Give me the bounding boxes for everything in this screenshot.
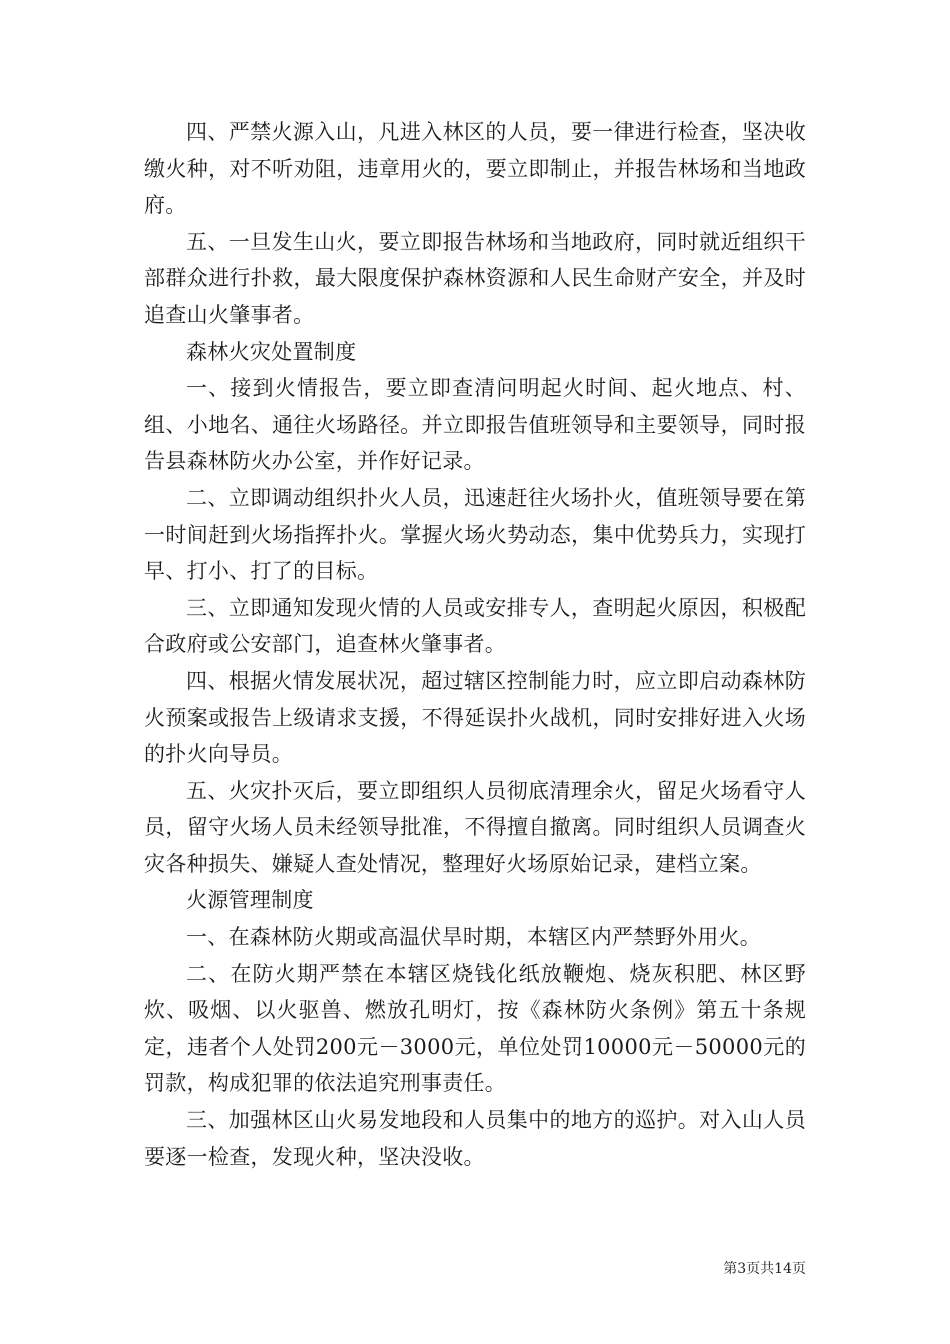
page-number-footer: 第3页共14页	[723, 1261, 806, 1277]
paragraph-disposal-3: 三、立即通知发现火情的人员或安排专人，查明起火原因，积极配合政府或公安部门，追查林火肇事者。	[144, 595, 806, 657]
paragraph-disposal-1: 一、接到火情报告，要立即查清问明起火时间、起火地点、村、组、小地名、通往火场路径。并立即报告值班领导和主要领导，同时报告县森林防火办公室，并作好记录。	[144, 376, 806, 474]
paragraph-source-2: 二、在防火期严禁在本辖区烧钱化纸放鞭炮、烧灰积肥、林区野炊、吸烟、以火驱兽、燃放孔明灯，按《森林防火条例》第五十条规定，违者个人处罚200元－3000元，单位处罚10000元－50000元的罚款，构成犯罪的依法追究刑事责任。	[144, 961, 806, 1096]
heading-fire-source-management: 火源管理制度	[186, 888, 314, 913]
document-body	[144, 114, 806, 1175]
paragraph-source-1: 一、在森林防火期或高温伏旱时期，本辖区内严禁野外用火。	[186, 925, 762, 950]
paragraph-report-mountain-fire: 五、一旦发生山火，要立即报告林场和当地政府，同时就近组织干部群众进行扑救，最大限度保护森林资源和人民生命财产安全，并及时追查山火肇事者。	[144, 229, 806, 327]
heading-forest-fire-disposal: 森林火灾处置制度	[186, 339, 357, 364]
paragraph-ban-fire-sources: 四、严禁火源入山，凡进入林区的人员，要一律进行检查，坚决收缴火种，对不听劝阻，违章用火的，要立即制止，并报告林场和当地政府。	[144, 120, 806, 218]
paragraph-disposal-5: 五、火灾扑灭后，要立即组织人员彻底清理余火，留足火场看守人员，留守火场人员未经领导批准，不得擅自撤离。同时组织人员调查火灾各种损失、嫌疑人查处情况，整理好火场原始记录，建档立案。	[144, 778, 806, 876]
paragraph-disposal-2: 二、立即调动组织扑火人员，迅速赶往火场扑火，值班领导要在第一时间赶到火场指挥扑火。掌握火场火势动态，集中优势兵力，实现打早、打小、打了的目标。	[144, 485, 806, 584]
paragraph-source-3: 三、加强林区山火易发地段和人员集中的地方的巡护。对入山人员要逐一检查，发现火种，坚决没收。	[144, 1108, 806, 1169]
paragraph-disposal-4: 四、根据火情发展状况，超过辖区控制能力时，应立即启动森林防火预案或报告上级请求支援，不得延误扑火战机，同时安排好进入火场的扑火向导员。	[144, 668, 806, 767]
